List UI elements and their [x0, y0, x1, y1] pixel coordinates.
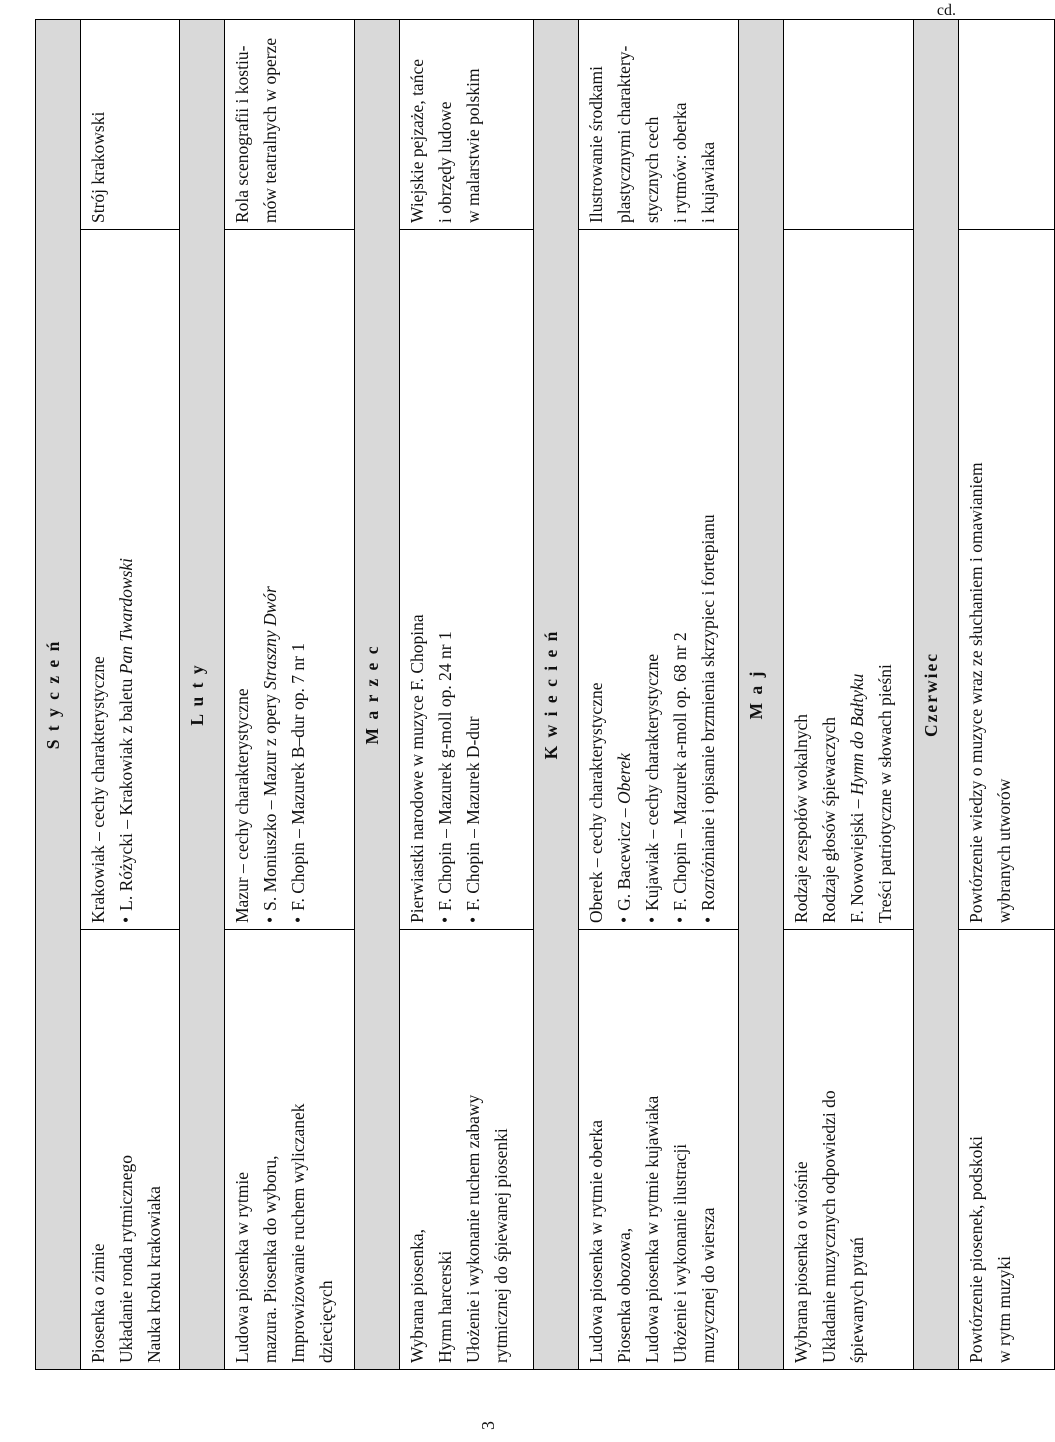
music-line: [84, 236, 112, 923]
art-cell: [400, 19, 534, 229]
songs-cell: [784, 930, 914, 1370]
month-content-row: [579, 19, 739, 1369]
art-line: w malarstwie polskim: [463, 68, 483, 223]
songs-line: śpiewanych pytań: [847, 1237, 867, 1363]
music-line: [815, 236, 843, 923]
music-line: [871, 236, 899, 923]
music-line: [694, 236, 722, 923]
month-content-row: [959, 19, 1055, 1369]
songs-line: Ludowa piosenka w rytmie kujawiaka: [642, 1095, 662, 1363]
art-line: Ilustrowanie środkami: [586, 66, 606, 223]
month-header-row: [914, 19, 959, 1369]
songs-line: Ludowa piosenka w rytmie oberka: [586, 1120, 606, 1363]
month-header: K w i e c i e ń: [534, 19, 579, 1369]
music-line-text: wybranych utworów: [994, 778, 1014, 923]
songs-cell: [225, 930, 355, 1370]
music-line: [666, 236, 694, 923]
songs-line: Piosenka obozowa,: [614, 1227, 634, 1363]
music-line: [459, 236, 487, 923]
art-line: stycznych cech: [642, 116, 662, 223]
work-title: Straszny Dwór: [260, 586, 280, 690]
music-line-text: Rodzaje głosów śpiewaczych: [819, 716, 839, 923]
songs-line: Improwizowanie ruchem wyliczanek: [288, 1103, 308, 1363]
art-line: i rytmów: oberka: [670, 102, 690, 223]
art-line: i obrzędy ludowe: [435, 101, 455, 223]
month-content-row: [225, 19, 355, 1369]
songs-line: muzycznej do wiersza: [698, 1207, 718, 1363]
music-line-text: Treści patriotyczne w słowach pieśni: [875, 664, 895, 923]
art-cell: [784, 19, 914, 229]
music-line-text: Kujawiak – cechy charakterystyczne: [642, 653, 662, 911]
music-line: [228, 236, 256, 923]
month-header: M a r z e c: [355, 19, 400, 1369]
music-line-text: Powtórzenie wiedzy o muzyce wraz ze słuchaniem i omawianiem: [966, 462, 986, 923]
songs-line: Nauka kroku krakowiaka: [144, 1186, 164, 1363]
page-number: 3: [478, 1421, 498, 1430]
music-cell: [81, 230, 180, 930]
songs-line: dziecięcych: [316, 1280, 336, 1363]
month-content-row: [400, 19, 534, 1369]
music-cell: [225, 230, 355, 930]
art-cell: [81, 19, 180, 229]
month-header-row: [36, 19, 81, 1369]
songs-line: w rytm muzyki: [994, 1256, 1014, 1363]
month-header-row: [355, 19, 400, 1369]
music-line-text: Krakowiak – cechy charakterystyczne: [88, 656, 108, 923]
art-line: Wiejskie pejzaże, tańce: [407, 59, 427, 223]
music-line: [256, 236, 284, 923]
songs-line: Ułożenie i wykonanie ilustracji: [670, 1143, 690, 1363]
songs-line: Piosenka o zimie: [88, 1243, 108, 1363]
songs-line: Wybrana piosenka o wiośnie: [791, 1161, 811, 1363]
work-title: Oberek: [614, 753, 634, 804]
art-cell: [579, 19, 739, 229]
music-line-text: Pierwiastki narodowe w muzyce F. Chopina: [407, 614, 427, 923]
music-line: [962, 236, 990, 923]
month-content-row: [81, 19, 180, 1369]
songs-line: Powtórzenie piosenek, podskoki: [966, 1136, 986, 1363]
art-line: mów teatralnych w operze: [260, 37, 280, 223]
month-header: S t y c z e ń: [36, 19, 81, 1369]
music-line-text: F. Chopin – Mazurek D-dur: [463, 716, 483, 911]
music-line: [284, 236, 312, 923]
music-line-text: Rodzaje zespołów wokalnych: [791, 714, 811, 923]
music-cell: [784, 230, 914, 930]
art-line: Rola scenografii i kostiu-: [232, 45, 252, 223]
songs-line: Ułożenie i wykonanie ruchem zabawy: [463, 1094, 483, 1363]
art-line: Strój krakowski: [88, 111, 108, 223]
art-line: i kujawiaka: [698, 141, 718, 223]
work-title: Pan Twardowski: [116, 557, 136, 675]
music-cell: [579, 230, 739, 930]
music-line-text: S. Moniuszko – Mazur z opery: [260, 689, 280, 911]
month-content-row: [784, 19, 914, 1369]
songs-line: mazura. Piosenka do wyboru,: [260, 1155, 280, 1363]
month-header: L u t y: [180, 19, 225, 1369]
work-title: Hymn do Bałtyku: [847, 673, 867, 796]
art-cell: [225, 19, 355, 229]
music-line: [112, 236, 140, 923]
rotated-table-container: [35, 20, 1014, 1370]
art-cell: [959, 19, 1055, 229]
curriculum-table-body: [36, 19, 1055, 1369]
month-header: Czerwiec: [914, 19, 959, 1369]
art-line: plastycznymi charaktery-: [614, 45, 634, 223]
curriculum-table: [35, 19, 1055, 1370]
songs-line: Wybrana piosenka,: [407, 1228, 427, 1363]
songs-cell: [81, 930, 180, 1370]
music-line: [787, 236, 815, 923]
songs-cell: [579, 930, 739, 1370]
music-line: [843, 236, 871, 923]
music-line-text: L. Różycki – Krakowiak z baletu: [116, 674, 136, 911]
music-line-text: F. Chopin – Mazurek B–dur op. 7 nr 1: [288, 642, 308, 911]
month-header-row: [739, 19, 784, 1369]
music-line-text: F. Chopin – Mazurek a-moll op. 68 nr 2: [670, 632, 690, 911]
month-header: M a j: [739, 19, 784, 1369]
songs-line: Ludowa piosenka w rytmie: [232, 1172, 252, 1363]
music-cell: [400, 230, 534, 930]
music-line: [638, 236, 666, 923]
music-line: [582, 236, 610, 923]
music-line: [403, 236, 431, 923]
month-header-row: [534, 19, 579, 1369]
music-line-text: F. Chopin – Mazurek g-moll op. 24 nr 1: [435, 631, 455, 911]
music-line-text: F. Nowowiejski –: [847, 795, 867, 923]
music-line-text: Oberek – cechy charakterystyczne: [586, 682, 606, 923]
songs-cell: [959, 930, 1055, 1370]
music-line: [610, 236, 638, 923]
songs-cell: [400, 930, 534, 1370]
songs-line: Hymn harcerski: [435, 1250, 455, 1363]
music-line: [990, 236, 1018, 923]
continued-label: cd.: [936, 2, 956, 19]
songs-line: Układanie muzycznych odpowiedzi do: [819, 1090, 839, 1363]
music-line-text: Mazur – cechy charakterystyczne: [232, 688, 252, 923]
month-header-row: [180, 19, 225, 1369]
songs-line: Układanie ronda rytmicznego: [116, 1155, 136, 1363]
music-line: [431, 236, 459, 923]
music-line-text: Rozróżnianie i opisanie brzmienia skrzypiec i fortepianu: [698, 514, 718, 911]
songs-line: rytmicznej do śpiewanej piosenki: [491, 1128, 511, 1363]
music-line-text: G. Bacewicz –: [614, 803, 634, 911]
music-cell: [959, 230, 1055, 930]
